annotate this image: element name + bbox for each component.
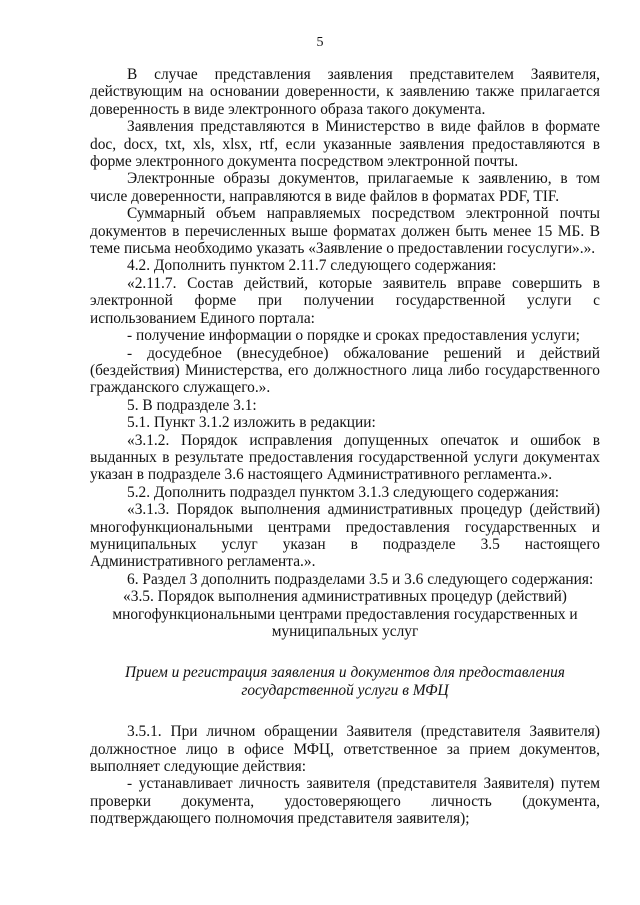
page-number: 5	[316, 35, 324, 50]
list-item: - досудебное (внесудебное) обжалование решений и действий (бездействия) Министерства, его должностного лица либо государственного гражданского служащего.».	[90, 344, 600, 397]
paragraph: «2.11.7. Состав действий, которые заявитель вправе совершить в электронной форме при получении государственной услуги с использованием Единого портала:	[90, 274, 600, 327]
document-body	[90, 66, 600, 828]
paragraph: Электронные образы документов, прилагаемые к заявлению, в том числе доверенности, направляются в виде файлов в форматах PDF, TIF.	[90, 170, 600, 205]
paragraph: 6. Раздел 3 дополнить подразделами 3.5 и 3.6 следующего содержания:	[127, 570, 594, 588]
paragraph: В случае представления заявления представителем Заявителя, действующим на основании доверенности, к заявлению также прилагается доверенность в виде электронного образа такого документа.	[90, 66, 600, 118]
paragraph: «3.1.3. Порядок выполнения административных процедур (действий) многофункциональными центрами предоставления государственных и муниципальных услуг указан в подразделе 3.5 настоящего Административного регламента.».	[90, 501, 600, 571]
list-item: - получение информации о порядке и сроках предоставления услуги;	[127, 327, 580, 345]
paragraph: 4.2. Дополнить пунктом 2.11.7 следующего содержания:	[127, 257, 497, 275]
list-item: - устанавливает личность заявителя (представителя Заявителя) путем проверки документа, удостоверяющего личность (документа, подтверждающего полномочия представителя заявителя);	[90, 775, 600, 828]
subsection-heading: «3.5. Порядок выполнения административных процедур (действий) многофункциональными центрами предоставления государственных и муниципальных услуг	[112, 588, 578, 640]
paragraph: 5.2. Дополнить подраздел пунктом 3.1.3 следующего содержания:	[127, 483, 560, 501]
spacer	[90, 640, 600, 664]
paragraph: 5. В подразделе 3.1:	[127, 396, 257, 414]
subsection-subheading: Прием и регистрация заявления и документов для предоставления государственной услуги в МФЦ	[125, 664, 565, 699]
paragraph: «3.1.2. Порядок исправления допущенных опечаток и ошибок в выданных в результате предоставления государственной услуги документах указан в подразделе 3.6 настоящего Административного регламента.».	[90, 431, 600, 484]
paragraph: Заявления представляются в Министерство в виде файлов в формате doc, docx, txt, xls, xlsx, rtf, если указанные заявления предоставляются в форме электронного документа посредством электронной почты.	[90, 118, 600, 171]
paragraph: 3.5.1. При личном обращении Заявителя (представителя Заявителя) должностное лицо в офисе МФЦ, ответственное за прием документов, выполняет следующие действия:	[90, 723, 600, 776]
spacer	[90, 699, 600, 723]
paragraph: Суммарный объем направляемых посредством электронной почты документов в перечисленных выше форматах должен быть менее 15 МБ. В теме письма необходимо указать «Заявление о предоставлении госуслуги».».	[90, 205, 600, 258]
paragraph: 5.1. Пункт 3.1.2 изложить в редакции:	[127, 414, 376, 432]
